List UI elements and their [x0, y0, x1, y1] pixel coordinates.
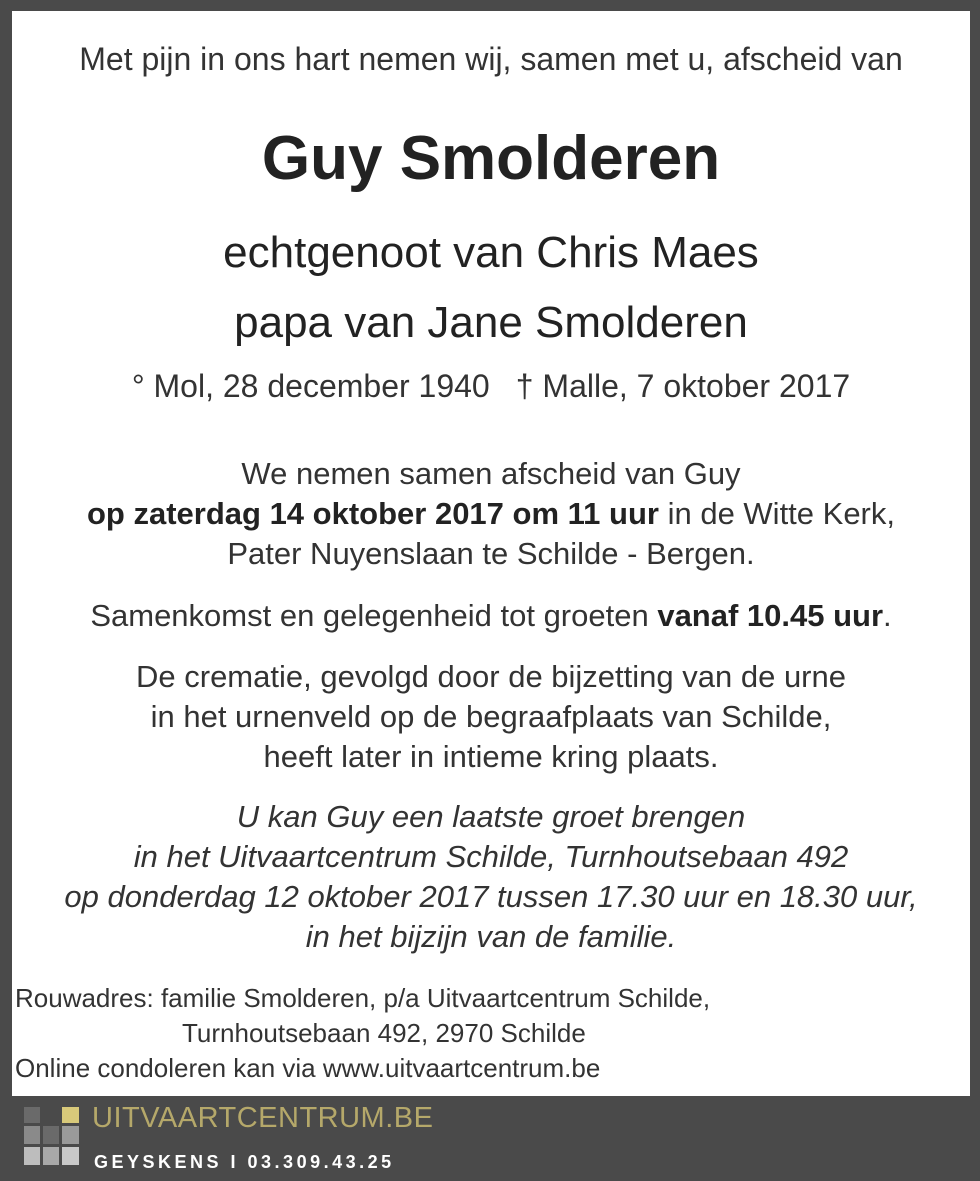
gathering-end: .: [883, 598, 892, 633]
cremation-line-2: in het urnenveld op de begraafplaats van Schilde,: [150, 699, 832, 734]
death-date: † Malle, 7 oktober 2017: [515, 368, 851, 404]
life-dates: [12, 368, 970, 405]
birth-date: ° Mol, 28 december 1940: [131, 368, 490, 404]
uitvaartcentrum-logo-icon: [24, 1107, 80, 1165]
ceremony-block: [12, 454, 970, 574]
brand-contact: GEYSKENS I 03.309.43.25: [94, 1152, 395, 1172]
visit-line-3: op donderdag 12 oktober 2017 tussen 17.30 uur en 18.30 uur,: [64, 879, 918, 914]
ceremony-line-3: Pater Nuyenslaan te Schilde - Bergen.: [227, 536, 755, 571]
footer-address: [15, 981, 710, 1086]
address-line-1: Rouwadres: familie Smolderen, p/a Uitvaartcentrum Schilde,: [15, 983, 711, 1013]
gathering-text: Samenkomst en gelegenheid tot groeten: [90, 598, 658, 633]
cremation-line-1: De crematie, gevolgd door de bijzetting van de urne: [136, 659, 846, 694]
obituary-card: [12, 11, 970, 1096]
ceremony-line-1: We nemen samen afscheid van Guy: [241, 456, 741, 491]
gathering-line: [12, 596, 970, 636]
ceremony-location: in de Witte Kerk,: [658, 496, 895, 531]
deceased-name: Guy Smolderen: [261, 124, 721, 193]
visit-block: [12, 797, 970, 957]
brand-footer-bar: [12, 1096, 970, 1181]
cremation-block: [12, 657, 970, 777]
cremation-line-3: heeft later in intieme kring plaats.: [263, 739, 719, 774]
online-condolence-line[interactable]: Online condoleren kan via www.uitvaartcentrum.be: [15, 1053, 601, 1083]
ceremony-line-2: [12, 494, 970, 534]
gathering-time: vanaf 10.45 uur: [657, 598, 884, 633]
address-line-2: Turnhoutsebaan 492, 2970 Schilde: [182, 1018, 586, 1048]
child-line: papa van Jane Smolderen: [234, 298, 748, 347]
visit-line-2: in het Uitvaartcentrum Schilde, Turnhoutsebaan 492: [133, 839, 849, 874]
visit-line-4: in het bijzijn van de familie.: [305, 919, 677, 954]
brand-site[interactable]: UITVAARTCENTRUM.BE: [92, 1102, 434, 1134]
intro-text: Met pijn in ons hart nemen wij, samen met u, afscheid van: [79, 41, 903, 77]
visit-line-1: U kan Guy een laatste groet brengen: [236, 799, 746, 834]
ceremony-datetime: op zaterdag 14 oktober 2017 om 11 uur: [86, 496, 659, 531]
spouse-line: echtgenoot van Chris Maes: [223, 228, 759, 277]
